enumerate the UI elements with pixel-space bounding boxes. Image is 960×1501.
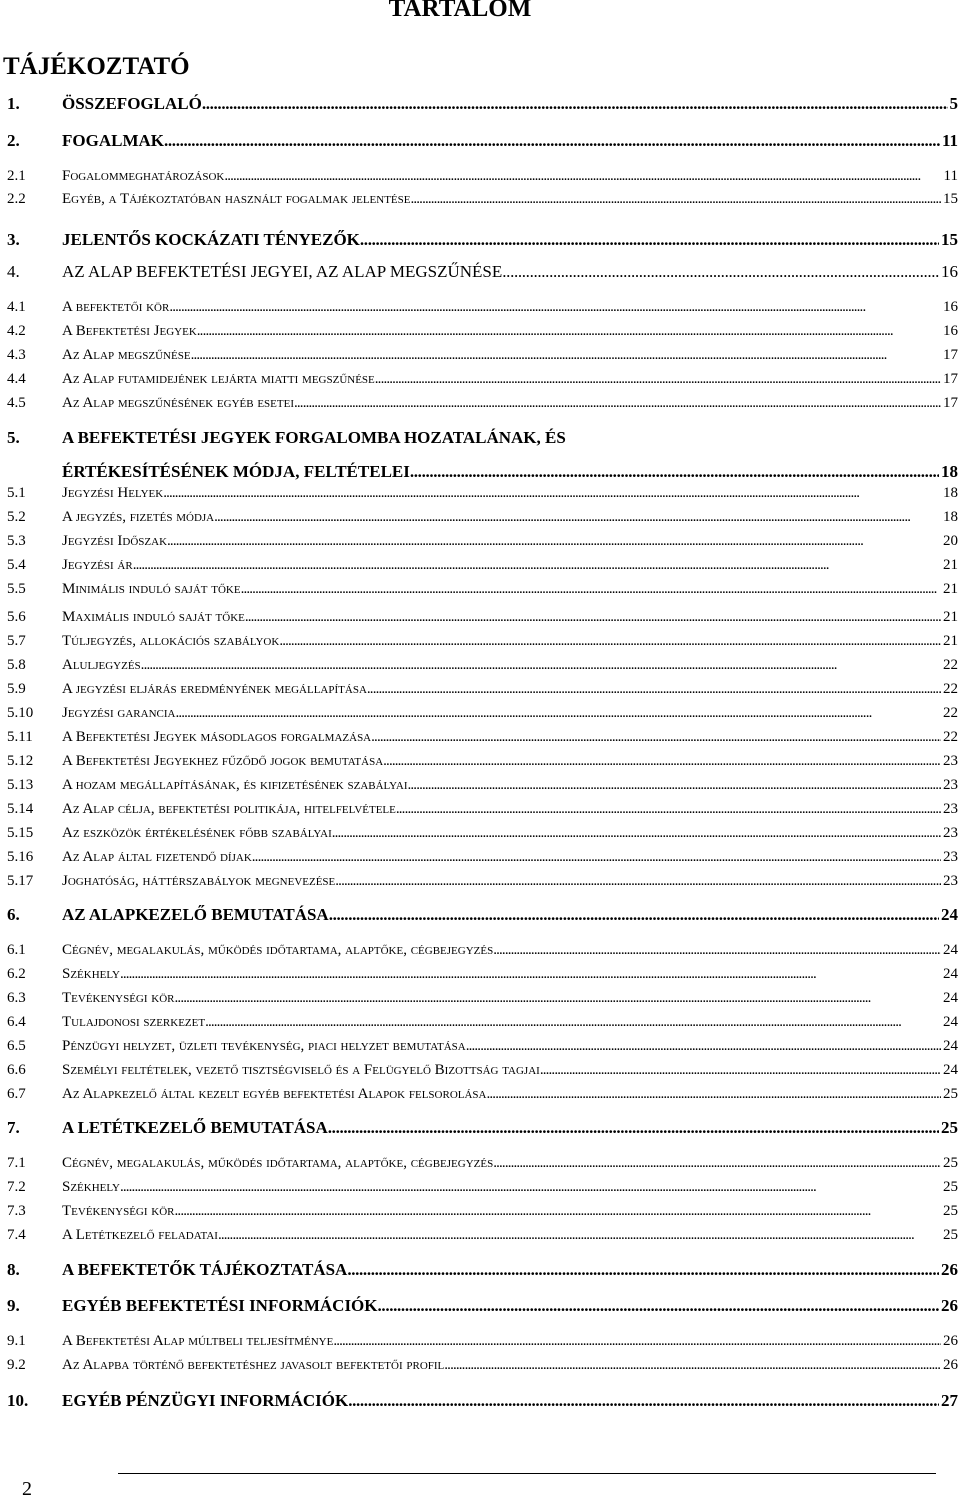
toc-entry-title: Jegyzési Időszak: [62, 533, 168, 549]
toc-entry-title: Jegyzési garancia: [62, 705, 176, 721]
toc-entry-title: Jegyzési ár: [62, 557, 133, 573]
dot-leader: [241, 578, 941, 600]
dot-leader: [371, 726, 941, 748]
toc-entry-number: 4.2: [7, 323, 26, 339]
toc-entry-title: EGYÉB BEFEKTETÉSI INFORMÁCIÓK: [62, 1296, 378, 1315]
toc-entry-title: A jegyzési eljárás eredményének megállapítása: [62, 681, 367, 697]
toc-entry-page: 25: [941, 1118, 958, 1137]
toc-entry-number: 7.3: [7, 1203, 26, 1219]
toc-entry-title: ÖSSZEFOGLALÓ: [62, 94, 202, 113]
toc-entry-page: 24: [943, 966, 958, 982]
toc-entry-number: 2.2: [7, 191, 26, 207]
toc-entry-number: 5.5: [7, 581, 26, 597]
toc-entry-number: 4.: [7, 262, 20, 281]
dot-leader: [175, 702, 941, 724]
toc-entry-page: 15: [941, 230, 958, 249]
toc-entry-title: Joghatóság, háttérszabályok megnevezése: [62, 873, 336, 889]
toc-entry-title: JELENTŐS KOCKÁZATI TÉNYEZŐK: [62, 230, 360, 249]
toc-entry-page: 21: [943, 609, 958, 625]
toc-entry-page: 21: [943, 633, 958, 649]
toc-entry-page: 22: [943, 729, 958, 745]
toc-entry-number: 6.5: [7, 1038, 26, 1054]
toc-entry-page: 26: [943, 1357, 958, 1373]
footer-rule: [118, 1473, 936, 1474]
toc-entry-title: Az Alapba történő befektetéshez javasolt befektetői profil: [62, 1357, 445, 1373]
toc-entry-number: 2.1: [7, 168, 26, 184]
toc-entry-title: A Letétkezelő feladatai: [62, 1227, 218, 1243]
dot-leader: [175, 987, 941, 1009]
toc-entry-number: 6.6: [7, 1062, 26, 1078]
toc-entry-title: Az Alap célja, befektetési politikája, hitelfelvétele: [62, 801, 396, 817]
toc-entry-number: 6.2: [7, 966, 26, 982]
toc-entry-title: Jegyzési Helyek: [62, 485, 164, 501]
toc-entry-title: Az Alapkezelő által kezelt egyéb befektetési Alapok felsorolása: [62, 1086, 487, 1102]
toc-entry-title: Az Alap által fizetendő díjak: [62, 849, 252, 865]
toc-entry-number: 5.11: [7, 729, 33, 745]
toc-entry-title: A Befektetési Jegyekhez fűződő jogok bemutatása: [62, 753, 384, 769]
toc-entry-title: Személyi feltételek, vezető tisztségviselő és a Felügyelő Bizottság tagjai: [62, 1062, 540, 1078]
toc-entry-page: 23: [943, 849, 958, 865]
dot-leader: [493, 939, 941, 961]
toc-entry-number: 7.2: [7, 1179, 26, 1195]
toc-entry-page: 25: [943, 1086, 958, 1102]
toc-entry-page: 23: [943, 825, 958, 841]
toc-entry-page: 26: [941, 1260, 958, 1279]
toc-entry-title: Az Alap futamidejének lejárta miatti megszűnése: [62, 371, 375, 387]
toc-entry-title: Minimális induló saját tőke: [62, 581, 241, 597]
toc-entry-title: Cégnév, megalakulás, működés időtartama, alaptőke, cégbejegyzés: [62, 1155, 494, 1171]
dot-leader: [120, 1176, 941, 1198]
toc-entry-page: 23: [943, 801, 958, 817]
toc-entry-number: 5.9: [7, 681, 26, 697]
toc-entry-number: 5.14: [7, 801, 34, 817]
toc-entry-number: 9.1: [7, 1333, 26, 1349]
toc-entry-title: Aluljegyzés: [62, 657, 141, 673]
toc-entry-number: 6.7: [7, 1086, 26, 1102]
toc-entry-page: 18: [941, 462, 958, 481]
dot-leader: [444, 1354, 941, 1376]
toc-entry-page: 22: [943, 681, 958, 697]
dot-leader: [191, 344, 941, 366]
toc-entry-number: 4.1: [7, 299, 26, 315]
toc-entry-number: 7.: [7, 1118, 20, 1137]
dot-leader: [214, 506, 941, 528]
dot-leader: [383, 750, 941, 772]
toc-entry-title: AZ ALAPKEZELŐ BEMUTATÁSA: [62, 905, 329, 924]
toc-entry-page: 25: [943, 1155, 958, 1171]
toc-entry-number: 5.6: [7, 609, 26, 625]
dot-leader: [245, 606, 941, 628]
dot-leader: [396, 798, 941, 820]
toc-entry-number: 7.1: [7, 1155, 26, 1171]
toc-entry-number: 5.15: [7, 825, 34, 841]
toc-entry-title: A LETÉTKEZELŐ BEMUTATÁSA: [62, 1118, 328, 1137]
dot-leader: [466, 1035, 941, 1057]
dot-leader: [408, 774, 942, 796]
dot-leader: [169, 296, 941, 318]
toc-entry-number: 5.: [7, 428, 20, 447]
dot-leader: [202, 93, 948, 115]
toc-entry-title: A Befektetési Alap múltbeli teljesítménye: [62, 1333, 334, 1349]
dot-leader: [133, 554, 941, 576]
toc-entry-page: 18: [943, 485, 958, 501]
toc-entry-title: AZ ALAP BEFEKTETÉSI JEGYEI, AZ ALAP MEGSZŰNÉSE: [62, 262, 503, 281]
toc-entry-title: A BEFEKTETÉSI JEGYEK FORGALOMBA HOZATALÁNAK, ÉS: [62, 428, 566, 447]
toc-entry-page: 18: [943, 509, 958, 525]
dot-leader: [197, 320, 941, 342]
toc-entry-number: 5.3: [7, 533, 26, 549]
toc-entry-number: 1.: [7, 94, 20, 113]
toc-entry-number: 5.7: [7, 633, 26, 649]
dot-leader: [502, 261, 939, 283]
toc-entry-title: Tevékenységi kör: [62, 990, 175, 1006]
toc-entry-page: 26: [941, 1296, 958, 1315]
toc-entry-title: A BEFEKTETŐK TÁJÉKOZTATÁSA: [62, 1260, 348, 1279]
toc-entry-title: Az Alap megszűnésének egyéb esetei: [62, 395, 294, 411]
toc-entry-page: 23: [943, 777, 958, 793]
toc-entry-number: 9.2: [7, 1357, 26, 1373]
dot-leader: [294, 392, 941, 414]
toc-entry-page: 24: [941, 905, 958, 924]
toc-entry-page: 21: [943, 557, 958, 573]
toc-entry-number: 5.16: [7, 849, 34, 865]
toc-entry-title: Az Alap megszűnése: [62, 347, 191, 363]
toc-entry-page: 24: [943, 1014, 958, 1030]
toc-entry-number: 4.3: [7, 347, 26, 363]
toc-entry-page: 23: [943, 753, 958, 769]
dot-leader: [224, 165, 941, 187]
dot-leader: [252, 846, 941, 868]
toc-entry-number: 5.12: [7, 753, 34, 769]
toc-entry-title: EGYÉB PÉNZÜGYI INFORMÁCIÓK: [62, 1391, 349, 1410]
toc-entry-number: 6.: [7, 905, 20, 924]
toc-entry-number: 6.4: [7, 1014, 26, 1030]
dot-leader: [378, 1295, 939, 1317]
toc-entry-title: ÉRTÉKESÍTÉSÉNEK MÓDJA, FELTÉTELEI: [62, 462, 410, 481]
toc-entry-number: 4.5: [7, 395, 26, 411]
toc-entry-title: Pénzügyi helyzet, üzleti tevékenység, piaci helyzet bemutatása: [62, 1038, 466, 1054]
dot-leader: [163, 482, 941, 504]
toc-entry-title: Fogalommeghatározások: [62, 168, 225, 184]
toc-entry-page: 24: [943, 990, 958, 1006]
toc-entry-page: 17: [943, 371, 958, 387]
dot-leader: [410, 461, 939, 483]
toc-entry-number: 9.: [7, 1296, 20, 1315]
toc-entry-title: A hozam megállapításának, és kifizetésének szabályai: [62, 777, 408, 793]
dot-leader: [347, 1259, 939, 1281]
toc-entry-page: 16: [943, 299, 958, 315]
toc-entry-title: Egyéb, a Tájékoztatóban használt fogalmak jelentése: [62, 191, 411, 207]
dot-leader: [164, 130, 940, 152]
dot-leader: [218, 1224, 941, 1246]
toc-entry-page: 17: [943, 395, 958, 411]
toc-entry-number: 5.17: [7, 873, 34, 889]
toc-entry-page: 26: [943, 1333, 958, 1349]
toc-entry-page: 11: [941, 131, 958, 150]
page-number: 2: [22, 1478, 32, 1500]
dot-leader: [335, 870, 941, 892]
dot-leader: [205, 1011, 941, 1033]
toc-entry-page: 22: [943, 705, 958, 721]
toc-entry-title: A Befektetési Jegyek: [62, 323, 197, 339]
toc-entry-title: Az eszközök értékelésének főbb szabályai: [62, 825, 332, 841]
toc-entry-title: Székhely: [62, 966, 120, 982]
toc-entry-page: 24: [943, 1062, 958, 1078]
dot-leader: [333, 1330, 941, 1352]
toc-entry-page: 21: [943, 581, 958, 597]
dot-leader: [348, 1390, 939, 1412]
toc-entry-number: 5.8: [7, 657, 26, 673]
dot-leader: [328, 1117, 939, 1139]
toc-entry-title: FOGALMAK: [62, 131, 164, 150]
toc-entry-number: 5.1: [7, 485, 26, 501]
toc-entry-title: A befektetői kör: [62, 299, 170, 315]
toc-entry-page: 15: [943, 191, 958, 207]
dot-leader: [120, 963, 941, 985]
toc-entry-page: 16: [943, 323, 958, 339]
toc-entry-page: 25: [943, 1179, 958, 1195]
document-heading: TÁJÉKOZTATÓ: [3, 53, 190, 80]
toc-entry-number: 2.: [7, 131, 20, 150]
dot-leader: [410, 188, 941, 210]
toc-entry-number: 6.1: [7, 942, 26, 958]
toc-entry-number: 4.4: [7, 371, 26, 387]
toc-entry-title: Cégnév, megalakulás, működés időtartama, alaptőke, cégbejegyzés: [62, 942, 494, 958]
toc-entry-title: Tulajdonosi szerkezet: [62, 1014, 206, 1030]
dot-leader: [329, 904, 939, 926]
toc-entry-number: 10.: [7, 1391, 29, 1410]
toc-entry-number: 7.4: [7, 1227, 26, 1243]
toc-entry-page: 16: [941, 262, 958, 281]
toc-entry-title: Túljegyzés, allokációs szabályok: [62, 633, 280, 649]
dot-leader: [375, 368, 941, 390]
toc-entry-page: 25: [943, 1203, 958, 1219]
dot-leader: [493, 1152, 941, 1174]
toc-entry-number: 5.10: [7, 705, 34, 721]
dot-leader: [175, 1200, 941, 1222]
toc-entry-number: 3.: [7, 230, 20, 249]
dot-leader: [141, 654, 941, 676]
toc-entry-title: A jegyzés, fizetés módja: [62, 509, 215, 525]
toc-entry-number: 5.4: [7, 557, 26, 573]
toc-entry-page: 24: [943, 1038, 958, 1054]
dot-leader: [487, 1083, 942, 1105]
page-title: TARTALOM: [388, 0, 532, 22]
toc-entry-page: 25: [943, 1227, 958, 1243]
toc-entry-page: 23: [943, 873, 958, 889]
toc-entry-page: 5: [949, 94, 958, 113]
toc-entry-number: 5.13: [7, 777, 34, 793]
toc-entry-page: 20: [943, 533, 958, 549]
toc-entry-page: 11: [943, 168, 958, 184]
dot-leader: [360, 229, 939, 251]
toc-entry-page: 17: [943, 347, 958, 363]
toc-entry-title: A Befektetési Jegyek másodlagos forgalmazása: [62, 729, 372, 745]
toc-entry-page: 22: [943, 657, 958, 673]
dot-leader: [332, 822, 941, 844]
dot-leader: [279, 630, 941, 652]
toc-entry-number: 6.3: [7, 990, 26, 1006]
toc-entry-title: Maximális induló saját tőke: [62, 609, 245, 625]
toc-entry-title: Székhely: [62, 1179, 120, 1195]
dot-leader: [167, 530, 941, 552]
dot-leader: [540, 1059, 941, 1081]
toc-entry-title: Tevékenységi kör: [62, 1203, 175, 1219]
toc-entry-page: 27: [941, 1391, 958, 1410]
toc-entry-page: 24: [943, 942, 958, 958]
toc-entry-number: 8.: [7, 1260, 20, 1279]
dot-leader: [367, 678, 941, 700]
toc-entry-number: 5.2: [7, 509, 26, 525]
